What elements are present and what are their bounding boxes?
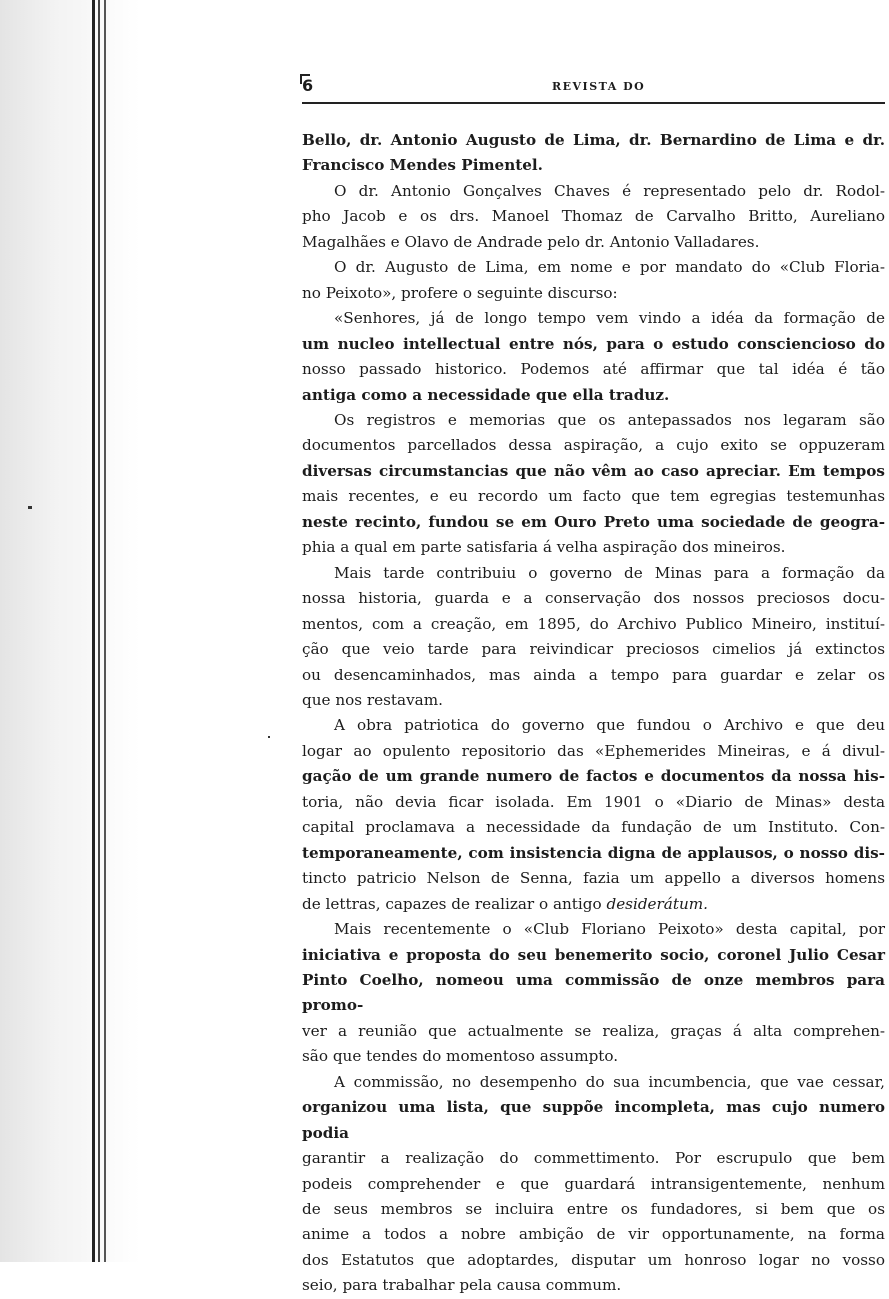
text-line: A obra patriotica do governo que fundou o Archivo e que deu (334, 716, 885, 735)
text-line: toria, não devia ficar isolada. Em 1901 o «Diario de Minas» desta (302, 792, 885, 811)
text-line: Francisco Mendes Pimentel. (302, 156, 543, 175)
text-line: Bello, dr. Antonio Augusto de Lima, dr. Bernardino de Lima e dr. (302, 131, 885, 149)
binding-edge-line (92, 0, 95, 1262)
body-text (302, 128, 885, 1299)
running-head: REVISTA DO (552, 80, 646, 93)
text-line: gação de um grande numero de factos e documentos da nossa his- (302, 767, 885, 786)
text-line: nossa historia, guarda e a conservação dos nossos preciosos docu- (302, 589, 885, 608)
binding-edge-line (104, 0, 106, 1262)
text-line: ver a reunião que actualmente se realiza, graças á alta comprehen- (302, 1021, 885, 1040)
text-line: seio, para trabalhar pela causa commum. (302, 1276, 622, 1295)
text-line: ção que veio tarde para reivindicar preciosos cimelios já extinctos (302, 640, 885, 659)
text-line: A commissão, no desempenho do sua incumbencia, que vae cessar, (334, 1072, 885, 1091)
text-line (302, 892, 885, 917)
binding-gutter (0, 0, 140, 1262)
text-line: que nos restavam. (302, 690, 443, 709)
text-line: Magalhães e Olavo de Andrade pelo dr. Antonio Valladares. (302, 232, 760, 251)
text-line: organizou uma lista, que suppõe incompleta, mas cujo numero podia (302, 1098, 885, 1142)
text-line: ou desencaminhados, mas ainda a tempo para guardar e zelar os (302, 665, 885, 684)
text-line: capital proclamava a necessidade da fundação de um Instituto. Con- (302, 818, 885, 837)
text-line: no Peixoto», profere o seguinte discurso: (302, 283, 618, 302)
text-line: mentos, com a creação, em 1895, do Archivo Publico Mineiro, instituí- (302, 614, 885, 633)
text-line: O dr. Augusto de Lima, em nome e por mandato do «Club Floria- (334, 258, 885, 277)
text-line: Mais recentemente o «Club Floriano Peixoto» desta capital, por (334, 920, 885, 939)
page-header (302, 72, 885, 104)
text-line: documentos parcellados dessa aspiração, a cujo exito se oppuzeram (302, 436, 885, 455)
text-line: mais recentes, e eu recordo um facto que tem egregias testemunhas (302, 487, 885, 506)
text-line: podeis comprehender e que guardará intransigentemente, nenhum (302, 1174, 885, 1193)
ink-speck (268, 736, 270, 738)
text-line: temporaneamente, com insistencia digna de applausos, o nosso dis- (302, 843, 885, 862)
text-line: pho Jacob e os drs. Manoel Thomaz de Carvalho Britto, Aureliano (302, 207, 885, 226)
text-line: são que tendes do momentoso assumpto. (302, 1047, 619, 1066)
text-line: Mais tarde contribuiu o governo de Minas para a formação da (334, 563, 885, 582)
text-line: dos Estatutos que adoptardes, disputar um honroso logar no vosso (302, 1250, 885, 1269)
page-number: 6 (302, 76, 314, 95)
ink-speck (28, 506, 32, 509)
text-line: anime a todos a nobre ambição de vir opportunamente, na forma (302, 1225, 885, 1244)
text-line: de seus membros se incluira entre os fundadores, si bem que os (302, 1200, 885, 1219)
binding-edge-line (98, 0, 100, 1262)
text-line: antiga como a necessidade que ella traduz. (302, 385, 670, 404)
text-line: iniciativa e proposta do seu benemerito socio, coronel Julio Cesar (302, 945, 885, 964)
italic-term: desiderátum. (606, 894, 708, 913)
text-line: nosso passado historico. Podemos até affirmar que tal idéa é tão (302, 360, 885, 379)
text-line: neste recinto, fundou se em Ouro Preto uma sociedade de geogra- (302, 512, 885, 531)
text-line: logar ao opulento repositorio das «Ephemerides Mineiras, e á divul- (302, 741, 885, 760)
text-line: tincto patricio Nelson de Senna, fazia um appello a diversos homens (302, 869, 885, 888)
text-line: Pinto Coelho, nomeou uma commissão de onze membros para promo- (302, 970, 885, 1015)
text-line: Os registros e memorias que os antepassados nos legaram são (334, 410, 885, 429)
text-line: garantir a realização do commettimento. Por escrupulo que bem (302, 1149, 885, 1168)
text-line: um nucleo intellectual entre nós, para o estudo consciencioso do (302, 334, 885, 353)
text-line: O dr. Antonio Gonçalves Chaves é representado pelo dr. Rodol- (334, 181, 885, 200)
text-line-start: de lettras, capazes de realizar o antigo (302, 894, 602, 913)
text-line: diversas circumstancias que não vêm ao caso apreciar. Em tempos (302, 461, 885, 480)
text-line: «Senhores, já de longo tempo vem vindo a idéa da formação de (334, 309, 885, 328)
text-line: phia a qual em parte satisfaria á velha aspiração dos mineiros. (302, 538, 786, 557)
